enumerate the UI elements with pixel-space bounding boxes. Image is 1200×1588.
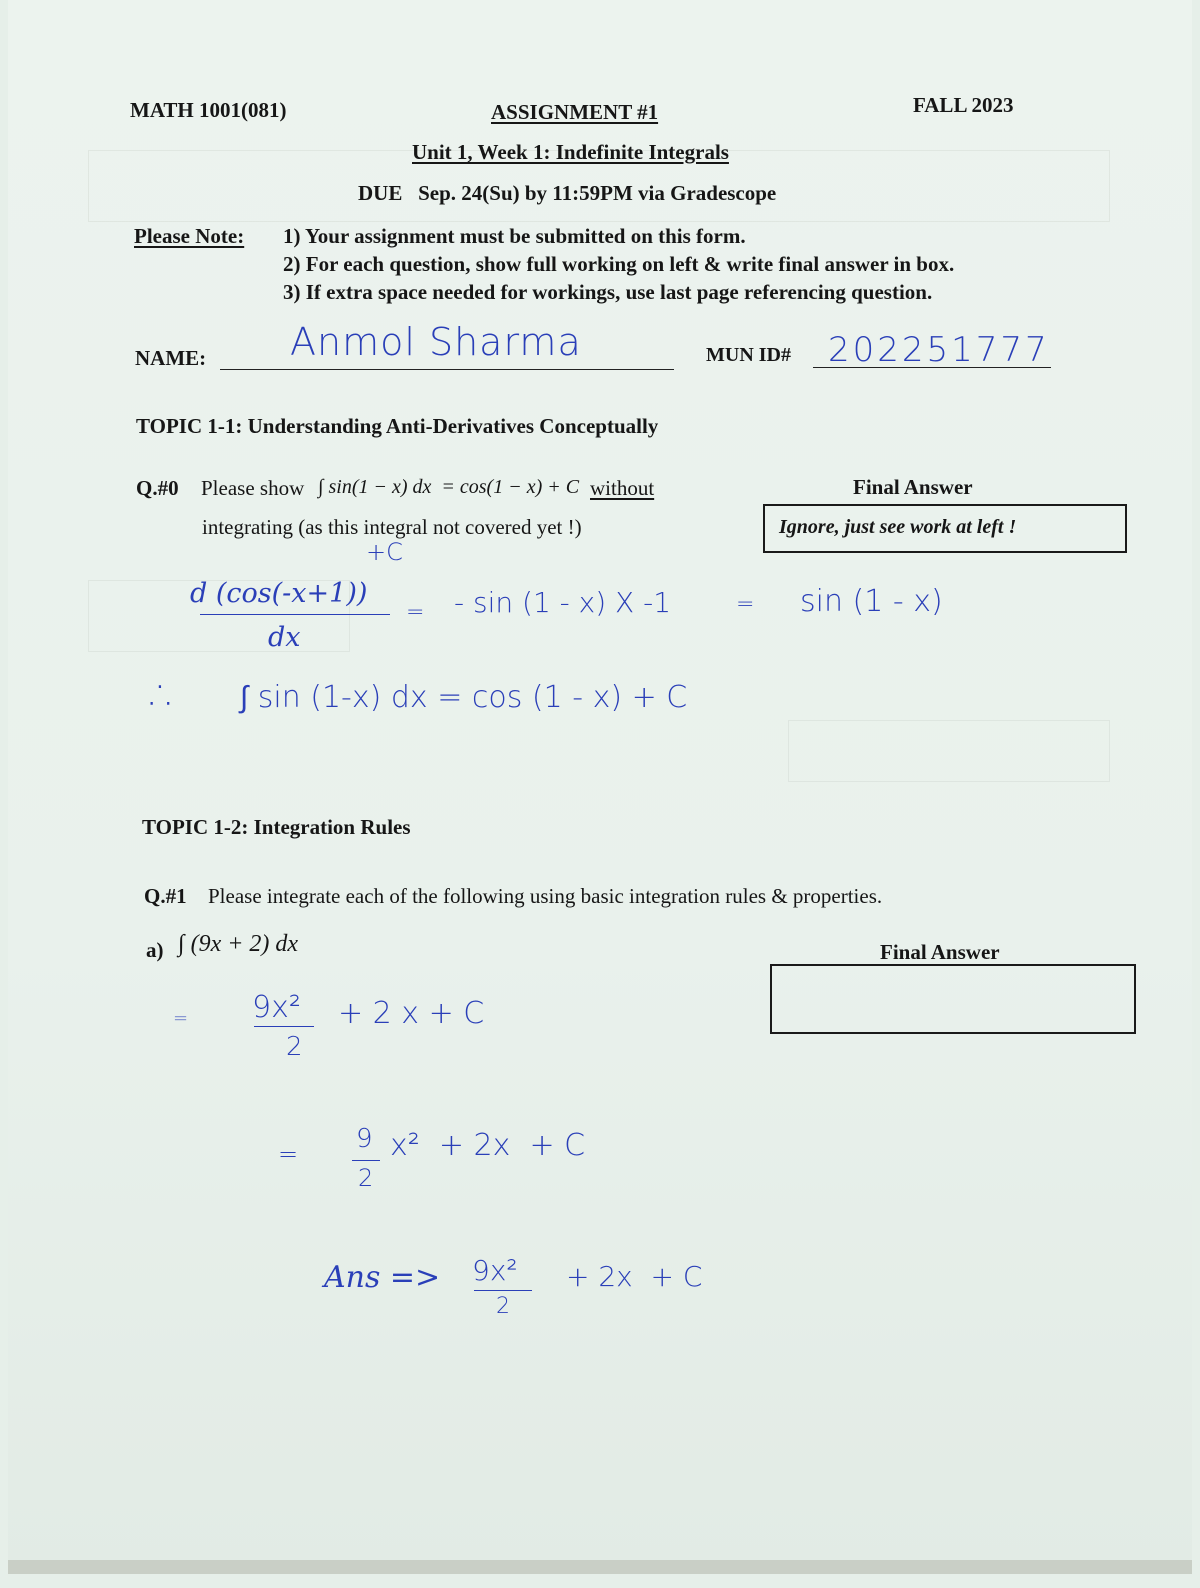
hw-step1-rest: + 2 x + C bbox=[338, 996, 485, 1031]
unit-title: Unit 1, Week 1: Indefinite Integrals bbox=[412, 140, 729, 164]
final-answer-label: Final Answer bbox=[853, 475, 973, 499]
hw-answer-numerator: 9x² bbox=[472, 1254, 518, 1287]
hw-fraction-bar bbox=[200, 614, 390, 615]
final-answer-value: Ignore, just see work at left ! bbox=[779, 516, 1017, 538]
id-label: MUN ID# bbox=[706, 344, 791, 366]
note-item: 3) If extra space needed for workings, use last page referencing question. bbox=[283, 280, 933, 304]
hw-integral-conclusion: ∫ sin (1-x) dx = cos (1 - x) + C bbox=[240, 680, 688, 715]
q1-label: Q.#1 bbox=[144, 884, 187, 908]
hw-middle-step: - sin (1 - x) X -1 bbox=[454, 586, 672, 619]
page-bottom-edge bbox=[8, 1560, 1192, 1574]
hw-fraction-bar bbox=[254, 1026, 314, 1027]
name-value: Anmol Sharma bbox=[290, 320, 582, 364]
hw-equals: = bbox=[278, 1140, 299, 1168]
due-date: DUE Sep. 24(Su) by 11:59PM via Gradescope bbox=[358, 181, 777, 205]
course-code: MATH 1001(081) bbox=[130, 98, 287, 122]
hw-plus-c: +C bbox=[366, 538, 403, 566]
hw-fraction-bar bbox=[474, 1290, 532, 1291]
bleed-through-box bbox=[788, 720, 1110, 782]
hw-answer-denominator: 2 bbox=[496, 1294, 510, 1319]
term: FALL 2023 bbox=[913, 93, 1014, 117]
hw-step1-numerator: 9x² bbox=[252, 990, 301, 1025]
note-item: 2) For each question, show full working on left & write final answer in box. bbox=[283, 252, 955, 276]
name-label: NAME: bbox=[135, 346, 207, 370]
hw-equals: = bbox=[736, 592, 755, 617]
q0-text-continued: integrating (as this integral not covered yet !) bbox=[202, 515, 582, 539]
hw-answer-label: Ans => bbox=[324, 1260, 441, 1295]
hw-step1-denominator: 2 bbox=[286, 1032, 303, 1062]
hw-equals: = bbox=[173, 1008, 189, 1029]
part-a-expression: ∫ (9x + 2) dx bbox=[178, 931, 299, 957]
hw-step2-denominator: 2 bbox=[358, 1164, 374, 1192]
hw-derivative-numerator: d (cos(-x+1)) bbox=[190, 578, 368, 609]
hw-answer-rest: + 2x + C bbox=[566, 1260, 703, 1293]
q0-text: Please show bbox=[201, 476, 305, 500]
name-underline bbox=[220, 369, 674, 370]
q1-text: Please integrate each of the following using basic integration rules & properties. bbox=[208, 884, 883, 908]
hw-step2-rest: x² + 2x + C bbox=[390, 1128, 586, 1163]
q0-integral: ∫ sin(1 − x) dx = cos(1 − x) + C bbox=[318, 476, 580, 498]
final-answer-box[interactable] bbox=[763, 504, 1127, 553]
worksheet-page bbox=[8, 0, 1192, 1574]
topic-1-2-title: TOPIC 1-2: Integration Rules bbox=[142, 815, 411, 839]
q0-without: without bbox=[590, 476, 655, 500]
notes-label: Please Note: bbox=[134, 224, 245, 248]
note-item: 1) Your assignment must be submitted on this form. bbox=[283, 224, 746, 248]
assignment-title: ASSIGNMENT #1 bbox=[491, 100, 659, 124]
part-a-label: a) bbox=[146, 938, 164, 962]
hw-step2-numerator: 9 bbox=[356, 1124, 373, 1154]
id-value: 202251777 bbox=[828, 330, 1050, 370]
final-answer-label: Final Answer bbox=[880, 940, 1000, 964]
hw-equals: = bbox=[406, 600, 425, 625]
q0-label: Q.#0 bbox=[136, 476, 179, 500]
hw-derivative-denominator: dx bbox=[268, 622, 301, 653]
hw-therefore: ∴ bbox=[150, 670, 178, 721]
notes-list bbox=[283, 222, 954, 306]
final-answer-box[interactable] bbox=[770, 964, 1136, 1034]
hw-result: sin (1 - x) bbox=[800, 584, 943, 619]
topic-1-1-title: TOPIC 1-1: Understanding Anti-Derivatives Conceptually bbox=[136, 414, 659, 438]
hw-fraction-bar bbox=[352, 1160, 380, 1161]
